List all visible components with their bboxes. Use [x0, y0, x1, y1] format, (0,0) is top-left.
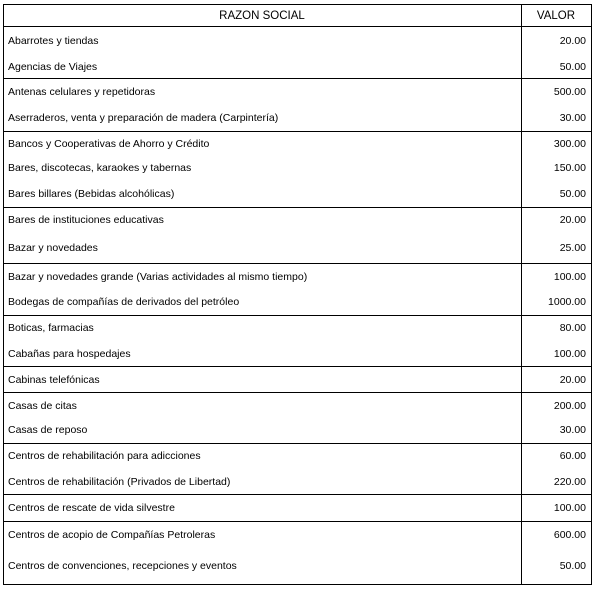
- valor-cell: 50.00: [522, 55, 592, 79]
- razon-social-cell: Centros de rescate de vida silvestre: [4, 495, 522, 522]
- table-row: [4, 315, 592, 341]
- razon-social-cell: Casas de citas: [4, 393, 522, 418]
- table-row: [4, 156, 592, 181]
- table-row: [4, 548, 592, 584]
- valor-cell: 80.00: [522, 315, 592, 341]
- table-row: [4, 207, 592, 232]
- valor-cell: 30.00: [522, 418, 592, 443]
- valor-cell: 20.00: [522, 27, 592, 55]
- razon-social-cell: Centros de rehabilitación (Privados de Libertad): [4, 469, 522, 494]
- razon-social-cell: Bares de instituciones educativas: [4, 207, 522, 232]
- razon-social-cell: Bodegas de compañías de derivados del petróleo: [4, 290, 522, 315]
- table-row: [4, 290, 592, 315]
- valor-cell: 1000.00: [522, 290, 592, 315]
- table-row: [4, 495, 592, 522]
- razon-social-cell: Bazar y novedades grande (Varias actividades al mismo tiempo): [4, 264, 522, 290]
- valor-cell: 200.00: [522, 393, 592, 418]
- table-row: [4, 232, 592, 263]
- valor-cell: 220.00: [522, 469, 592, 494]
- valor-cell: 600.00: [522, 522, 592, 548]
- razon-social-cell: Boticas, farmacias: [4, 315, 522, 341]
- razon-social-cell: Centros de convenciones, recepciones y eventos: [4, 548, 522, 584]
- table-row: [4, 522, 592, 548]
- razon-social-cell: Centros de rehabilitación para adicciones: [4, 443, 522, 469]
- table-row: [4, 366, 592, 392]
- table-row: [4, 469, 592, 494]
- valor-cell: 20.00: [522, 366, 592, 392]
- table-row: [4, 181, 592, 207]
- header-razon-social: RAZON SOCIAL: [4, 5, 522, 27]
- razon-social-cell: Bancos y Cooperativas de Ahorro y Crédito: [4, 131, 522, 155]
- razon-social-cell: Antenas celulares y repetidoras: [4, 79, 522, 104]
- razon-social-cell: Centros de acopio de Compañías Petroleras: [4, 522, 522, 548]
- header-row: [4, 5, 592, 27]
- table-row: [4, 443, 592, 469]
- table-row: [4, 341, 592, 366]
- table-row: [4, 55, 592, 79]
- valor-cell: 100.00: [522, 495, 592, 522]
- razon-social-cell: Cabinas telefónicas: [4, 366, 522, 392]
- valor-cell: 500.00: [522, 79, 592, 104]
- table-row: [4, 131, 592, 155]
- tariff-table: [3, 4, 592, 585]
- razon-social-cell: Bares billares (Bebidas alcohólicas): [4, 181, 522, 207]
- razon-social-cell: Agencias de Viajes: [4, 55, 522, 79]
- razon-social-cell: Aserraderos, venta y preparación de madera (Carpintería): [4, 104, 522, 131]
- razon-social-cell: Cabañas para hospedajes: [4, 341, 522, 366]
- table-body: [4, 27, 592, 585]
- valor-cell: 50.00: [522, 181, 592, 207]
- razon-social-cell: Abarrotes y tiendas: [4, 27, 522, 55]
- header-valor: VALOR: [522, 5, 592, 27]
- razon-social-cell: Casas de reposo: [4, 418, 522, 443]
- table-row: [4, 264, 592, 290]
- table-row: [4, 27, 592, 55]
- valor-cell: 60.00: [522, 443, 592, 469]
- razon-social-cell: Bazar y novedades: [4, 232, 522, 263]
- table-row: [4, 104, 592, 131]
- valor-cell: 50.00: [522, 548, 592, 584]
- table-row: [4, 79, 592, 104]
- table-row: [4, 393, 592, 418]
- razon-social-cell: Bares, discotecas, karaokes y tabernas: [4, 156, 522, 181]
- valor-cell: 100.00: [522, 341, 592, 366]
- valor-cell: 30.00: [522, 104, 592, 131]
- valor-cell: 100.00: [522, 264, 592, 290]
- valor-cell: 150.00: [522, 156, 592, 181]
- table-row: [4, 418, 592, 443]
- valor-cell: 20.00: [522, 207, 592, 232]
- valor-cell: 25.00: [522, 232, 592, 263]
- valor-cell: 300.00: [522, 131, 592, 155]
